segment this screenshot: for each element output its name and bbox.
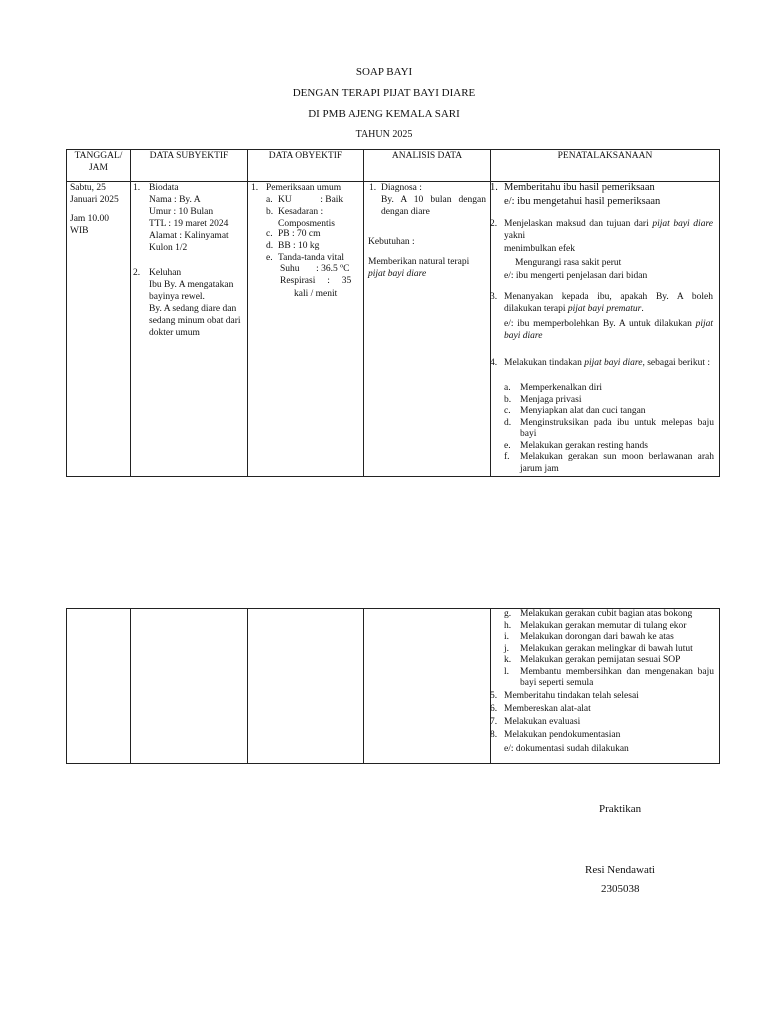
step-label: g. xyxy=(504,609,512,619)
step-item xyxy=(504,644,714,656)
keluhan-number: 2. xyxy=(133,268,141,278)
obyektif-suhu: Suhu : 36.5 ºC xyxy=(280,264,350,274)
pen-2-effect: menimbulkan efek xyxy=(504,244,575,254)
biodata-nama: Nama : By. A xyxy=(149,195,201,205)
tanggal-date: Sabtu, 25 Januari 2025 xyxy=(70,183,119,205)
keluhan-text-1: Ibu By. A mengatakan bayinya rewel. xyxy=(149,280,234,302)
step-text: Melakukan gerakan resting hands xyxy=(520,440,648,451)
biodata-alamat: Alamat : Kalinyamat Kulon 1/2 xyxy=(149,231,229,253)
obyektif-a-label: a. xyxy=(266,195,273,205)
biodata-umur: Umur : 10 Bulan xyxy=(149,207,214,217)
signature-id: 2305038 xyxy=(601,883,640,895)
pen-5-text: Memberitahu tindakan telah selesai xyxy=(504,691,639,701)
step-text: Melakukan gerakan cubit bagian atas bokong xyxy=(520,609,693,619)
step-item xyxy=(504,441,714,453)
biodata-number: 1. xyxy=(133,183,141,193)
step-text: Menyiapkan alat dan cuci tangan xyxy=(520,406,646,416)
step-item xyxy=(504,655,714,667)
step-text: Membantu membersihkan dan mengenakan baju bayi seperti semula xyxy=(520,666,714,688)
step-text: Memperkenalkan diri xyxy=(520,383,603,393)
step-item xyxy=(504,609,714,621)
step-label: k. xyxy=(504,655,512,665)
subyektif-keluhan xyxy=(149,267,245,339)
analisis-number: 1. xyxy=(369,183,377,193)
pen-3-text: Menanyakan kepada ibu, apakah By. A boleh dilakukan terapi pijat bayi prematur. xyxy=(504,292,713,314)
tanggal-time: Jam 10.00 WIB xyxy=(70,214,110,236)
title-line-3: DI PMB AJENG KEMALA SARI xyxy=(308,108,460,120)
keluhan-text-2: By. A sedang diare dan sedang minum obat dari dokter umum xyxy=(149,304,241,338)
step-item xyxy=(504,667,714,690)
analisis-kebutuhan-text xyxy=(368,256,486,280)
pen-1-number: 1. xyxy=(490,182,498,193)
pen-8-eval: e/: dokumentasi sudah dilakukan xyxy=(504,744,629,754)
pen-7-number: 7. xyxy=(490,717,498,727)
title-line-1: SOAP BAYI xyxy=(355,66,413,78)
step-label: i. xyxy=(504,632,510,642)
pen-2-eval: e/: ibu mengerti penjelasan dari bidan xyxy=(504,271,648,281)
signature-name: Resi Nendawati xyxy=(585,864,655,876)
step-text: Melakukan gerakan sun moon berlawanan arah jarum jam xyxy=(520,452,714,474)
step-item xyxy=(504,383,714,395)
pen-4-steps-part-2 xyxy=(504,609,714,690)
pen-4-text: Melakukan tindakan pijat bayi diare, sebagai berikut : xyxy=(504,358,710,368)
analisis-kebutuhan-italic: pijat bayi diare xyxy=(368,269,427,279)
step-label: a. xyxy=(504,383,511,393)
pen-2-number: 2. xyxy=(490,219,498,229)
obyektif-respirasi-unit: kali / menit xyxy=(294,289,338,299)
step-item xyxy=(504,632,714,644)
pen-4-number: 4. xyxy=(490,358,498,368)
pen-2-text: Menjelaskan maksud dan tujuan dari pijat bayi diare yakni xyxy=(504,219,713,241)
pen-5-number: 5. xyxy=(490,691,498,701)
obyektif-pb: PB : 70 cm xyxy=(278,229,321,239)
step-label: e. xyxy=(504,440,511,451)
title-line-2: DENGAN TERAPI PIJAT BAYI DIARE xyxy=(292,87,476,99)
step-label: l. xyxy=(504,666,510,677)
step-label: j. xyxy=(504,643,510,654)
step-item xyxy=(504,621,714,633)
obyektif-kesadaran: Kesadaran : Composmentis xyxy=(278,207,336,229)
step-item xyxy=(504,406,714,418)
step-label: b. xyxy=(504,394,512,405)
pen-1-eval: e/: ibu mengetahui hasil pemeriksaan xyxy=(504,196,661,207)
step-text: Menginstruksikan pada ibu untuk melepas baju bayi xyxy=(520,417,714,439)
pen-7-text: Melakukan evaluasi xyxy=(504,717,581,727)
obyektif-title: Pemeriksaan umum xyxy=(266,183,342,193)
step-item xyxy=(504,452,714,475)
analisis-diagnosa: By. A 10 bulan dengan dengan diare xyxy=(381,195,486,217)
step-label: f. xyxy=(504,452,510,462)
header-data-subyektif: DATA SUBYEKTIF xyxy=(149,151,229,161)
obyektif-bb: BB : 10 kg xyxy=(278,241,320,251)
step-text: Melakukan gerakan memutar di tulang ekor xyxy=(520,620,687,631)
obyektif-respirasi: Respirasi : 35 xyxy=(280,276,352,286)
header-penatalaksanaan: PENATALAKSANAAN xyxy=(557,151,653,161)
step-text: Melakukan gerakan melingkar di bawah lutut xyxy=(520,643,693,654)
keluhan-title: Keluhan xyxy=(149,268,182,278)
step-label: h. xyxy=(504,620,512,631)
pen-4-steps-part-1 xyxy=(504,383,714,475)
obyektif-c-label: c. xyxy=(266,229,273,239)
step-item xyxy=(504,395,714,407)
step-label: d. xyxy=(504,417,512,428)
step-text: Menjaga privasi xyxy=(520,394,582,405)
subyektif-biodata xyxy=(149,182,245,254)
obyektif-ku: KU : Baik xyxy=(278,195,344,205)
header-data-obyektif: DATA OBYEKTIF xyxy=(268,151,343,161)
obyektif-b-label: b. xyxy=(266,207,274,217)
analisis-diagnosa-title: Diagnosa : xyxy=(381,183,422,193)
biodata-title: Biodata xyxy=(149,183,179,193)
signature-role: Praktikan xyxy=(599,803,642,815)
step-text: Melakukan gerakan pemijatan sesuai SOP xyxy=(520,655,681,665)
pen-3-eval: e/: ibu memperbolehkan By. A untuk dilakukan pijat bayi diare xyxy=(504,319,713,341)
header-analisis-data: ANALISIS DATA xyxy=(391,151,463,161)
pen-6-number: 6. xyxy=(490,704,498,714)
step-text: Melakukan dorongan dari bawah ke atas xyxy=(520,632,674,642)
obyektif-d-label: d. xyxy=(266,241,274,251)
pen-3-number: 3. xyxy=(490,292,498,302)
pen-6-text: Membereskan alat-alat xyxy=(504,704,591,714)
pen-2-effect-detail: Mengurangi rasa sakit perut xyxy=(515,258,622,268)
analisis-kebutuhan-line: Memberikan natural terapi xyxy=(368,257,470,267)
biodata-ttl: TTL : 19 maret 2024 xyxy=(149,219,229,229)
obyektif-ttv: Tanda-tanda vital xyxy=(278,253,345,263)
obyektif-number: 1. xyxy=(251,183,259,193)
step-label: c. xyxy=(504,406,511,416)
pen-1-text: Memberitahu ibu hasil pemeriksaan xyxy=(504,182,655,193)
pen-8-text: Melakukan pendokumentasian xyxy=(504,730,621,740)
analisis-kebutuhan-title: Kebutuhan : xyxy=(368,237,415,247)
obyektif-e-label: e. xyxy=(266,253,273,263)
step-item xyxy=(504,418,714,441)
header-tanggal-jam: TANGGAL/ JAM xyxy=(74,151,123,173)
title-line-4: TAHUN 2025 xyxy=(355,129,413,140)
pen-8-number: 8. xyxy=(490,730,498,740)
